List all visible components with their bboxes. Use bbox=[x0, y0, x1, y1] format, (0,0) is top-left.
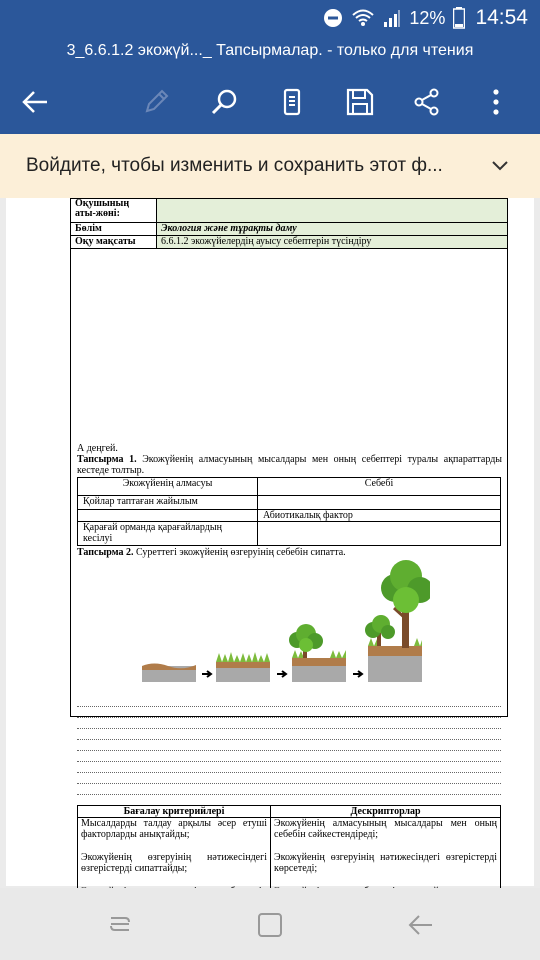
toolbar bbox=[0, 70, 540, 134]
document-title: 3_6.6.1.2 экожүй..._ Тапсырмалар. - только для чтения bbox=[0, 36, 540, 70]
arrow-icon bbox=[277, 671, 286, 677]
stage-forest bbox=[365, 560, 430, 682]
header-label: Оқу мақсаты bbox=[71, 236, 157, 249]
table-row bbox=[71, 223, 508, 236]
battery-percent: 12% bbox=[409, 7, 446, 28]
header-label: Оқушының аты-жөні: bbox=[71, 199, 157, 223]
answer-line bbox=[77, 772, 501, 773]
task1-text: Экожүйенің алмасуының мысалдары мен оның себептері туралы ақпараттарды кестеде толтыр. bbox=[77, 454, 502, 476]
header-label: Бөлім bbox=[71, 223, 157, 236]
document-page bbox=[6, 198, 534, 886]
dnd-icon bbox=[323, 8, 343, 28]
table-row bbox=[78, 496, 501, 510]
table-cell bbox=[258, 496, 501, 510]
answer-line bbox=[77, 794, 501, 795]
battery-icon bbox=[453, 7, 465, 29]
task2-title: Тапсырма 2. bbox=[77, 547, 134, 558]
pen-icon[interactable] bbox=[136, 82, 176, 122]
level-label: А деңгей. bbox=[77, 443, 118, 454]
table-cell bbox=[258, 522, 501, 546]
answer-line bbox=[77, 728, 501, 729]
stage-bare-rock bbox=[142, 664, 196, 683]
arrow-icon bbox=[353, 671, 362, 677]
nav-back-icon[interactable] bbox=[405, 910, 435, 940]
search-icon[interactable] bbox=[205, 82, 245, 122]
table-row bbox=[78, 806, 501, 818]
task1-paragraph bbox=[77, 454, 502, 476]
answer-line bbox=[77, 761, 501, 762]
header-value: Экология және тұрақты даму bbox=[157, 223, 508, 236]
share-icon[interactable] bbox=[407, 82, 447, 122]
table-cell: Экожүйенің алмасуының мысалдары мен оның себебін сәйкестендіреді; Экожүйенің өзгеруінің нәтижесіндегі өзгерістерді көрсетеді; bbox=[271, 818, 501, 909]
task2-paragraph bbox=[77, 547, 502, 558]
table-header: Дескрипторлар bbox=[271, 806, 501, 818]
table-header: Экожүйенің алмасуы bbox=[78, 478, 258, 496]
save-icon[interactable] bbox=[340, 82, 380, 122]
table-cell: Мысалдарды талдау арқылы әсер етуші факторларды анықтайды; Экожүйенің өзгеруінің нәтижесіндегі өзгерістерді сипаттайды; bbox=[78, 818, 271, 909]
signal-icon bbox=[383, 8, 401, 28]
succession-illustration bbox=[140, 558, 430, 688]
table-row bbox=[71, 236, 508, 249]
task2-text: Суреттегі экожүйенің өзгеруінің себебін сипатта. bbox=[133, 547, 346, 558]
table-row bbox=[78, 478, 501, 496]
clock: 14:54 bbox=[475, 6, 528, 29]
chevron-down-icon[interactable] bbox=[490, 156, 510, 182]
table-cell bbox=[78, 510, 258, 522]
status-bar bbox=[0, 0, 540, 36]
table-row bbox=[71, 199, 508, 223]
mobile-view-icon[interactable] bbox=[272, 82, 312, 122]
table-cell: Қойлар таптаған жайылым bbox=[78, 496, 258, 510]
header-value: 6.6.1.2 экожүйелердің ауысу себептерін түсіндіру bbox=[157, 236, 508, 249]
system-nav-bar bbox=[0, 888, 540, 960]
table-row bbox=[78, 522, 501, 546]
home-icon[interactable] bbox=[255, 910, 285, 940]
wifi-icon bbox=[351, 8, 375, 28]
back-arrow-icon[interactable] bbox=[15, 82, 55, 122]
banner-text: Войдите, чтобы изменить и сохранить этот ф... bbox=[26, 155, 443, 176]
document-viewport[interactable] bbox=[0, 198, 540, 888]
table-cell: Абиотикалық фактор bbox=[258, 510, 501, 522]
answer-line bbox=[77, 739, 501, 740]
task1-table bbox=[77, 477, 501, 546]
header-table bbox=[70, 198, 508, 249]
table-header: Себебі bbox=[258, 478, 501, 496]
task1-title: Тапсырма 1. bbox=[77, 454, 137, 465]
answer-line bbox=[77, 783, 501, 784]
answer-line bbox=[77, 717, 501, 718]
table-cell: Қарағай орманда қарағайлардың кесілуі bbox=[78, 522, 258, 546]
answer-line bbox=[77, 706, 501, 707]
header-value bbox=[157, 199, 508, 223]
table-row bbox=[78, 510, 501, 522]
arrow-icon bbox=[202, 671, 211, 677]
recent-apps-icon[interactable] bbox=[105, 910, 135, 940]
more-icon[interactable] bbox=[476, 82, 516, 122]
answer-line bbox=[77, 750, 501, 751]
stage-grass bbox=[216, 652, 270, 682]
stage-shrubs bbox=[289, 624, 346, 682]
sign-in-banner[interactable] bbox=[0, 134, 540, 198]
table-header: Бағалау критерийлері bbox=[78, 806, 271, 818]
